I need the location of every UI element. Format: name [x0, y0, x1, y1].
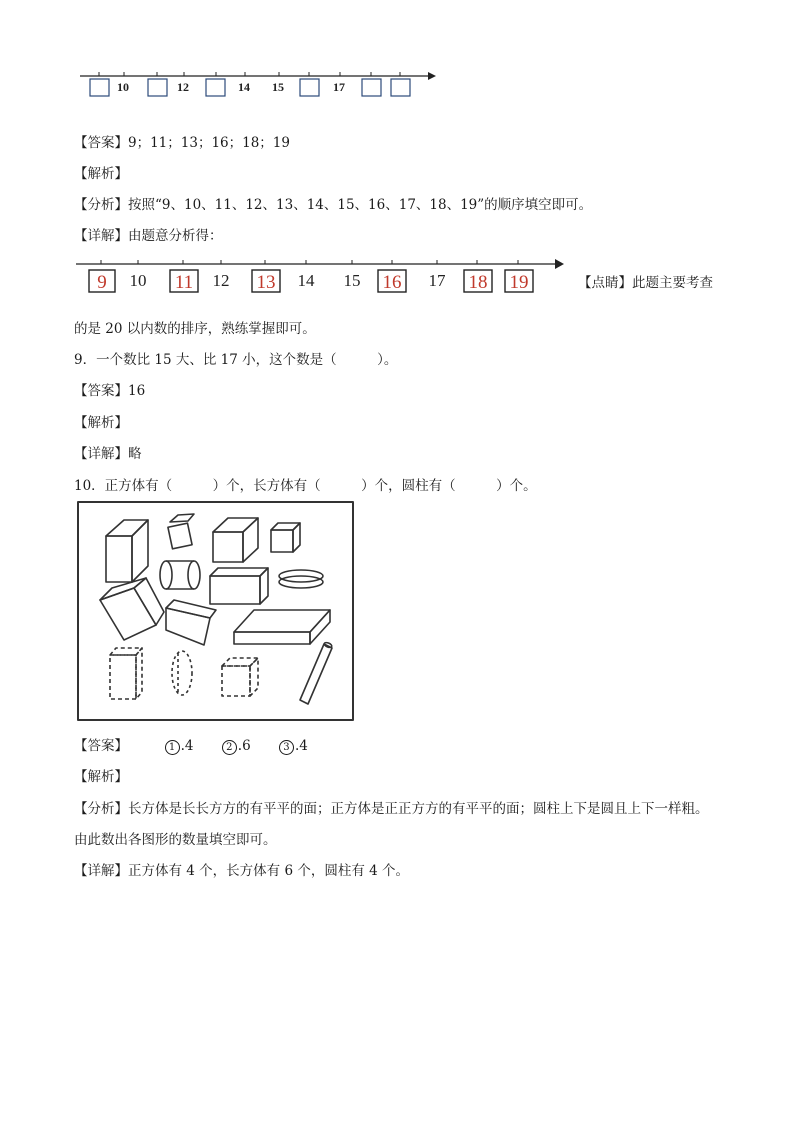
cuboid-dashed	[110, 648, 142, 699]
tick-label: 15	[272, 80, 284, 94]
answer-number: 13	[256, 272, 276, 293]
q9-answer: 【答案】16	[74, 383, 146, 399]
cylinder-dashed	[172, 651, 192, 695]
q8-fenxi: 【分析】按照“9、10、11、12、13、14、15、16、17、18、19”的顺序填空即可。	[74, 197, 593, 213]
cuboid-slanted	[166, 600, 216, 645]
cuboid-lying	[213, 518, 258, 562]
answer-item-3: 3 .4	[279, 738, 308, 755]
tick-label: 17	[428, 271, 446, 290]
answer-number: 18	[468, 272, 488, 293]
cuboid-tall	[106, 520, 148, 582]
q10-jiexi: 【解析】	[74, 769, 128, 785]
blank-box	[148, 79, 167, 96]
tick-label: 17	[333, 80, 345, 94]
cube-dashed	[222, 658, 258, 696]
q10-question: 10．正方体有（ ）个，长方体有（ ）个，圆柱有（ ）个。	[74, 478, 537, 494]
q8-dianjing: 【点睛】此题主要考查	[578, 275, 713, 291]
tick-label: 12	[212, 271, 230, 290]
tick-label: 15	[343, 271, 361, 290]
answer-item-2: 2 .6	[222, 738, 251, 755]
tick-label: 14	[238, 80, 250, 94]
q8-jiexi: 【解析】	[74, 166, 128, 182]
blank-box	[300, 79, 319, 96]
blank-box	[206, 79, 225, 96]
blank-box	[90, 79, 109, 96]
cube-right	[271, 523, 300, 552]
cylinder-lying	[160, 561, 200, 589]
q9-question: 9．一个数比 15 大、比 17 小，这个数是（ ）。	[74, 352, 398, 368]
cylinder-flat	[279, 570, 323, 588]
number-line-top	[0, 0, 794, 110]
tick-label: 10	[129, 271, 147, 290]
tick-label: 10	[117, 80, 129, 94]
answer-item-1: 1 .4	[165, 738, 194, 755]
tick-label: 14	[297, 271, 315, 290]
cylinder-stick	[300, 642, 332, 704]
q9-xiangjie: 【详解】略	[74, 446, 142, 462]
q8-xiangjie: 【详解】由题意分析得：	[74, 228, 223, 244]
answer-number: 16	[382, 272, 402, 293]
answer-number: 11	[174, 272, 194, 293]
q10-xiangjie: 【详解】正方体有 4 个，长方体有 6 个，圆柱有 4 个。	[74, 863, 410, 879]
answer-number: 9	[97, 272, 107, 293]
q10-fenxi-cont: 由此数出各图形的数量填空即可。	[74, 832, 277, 848]
cube-large-tilted	[100, 578, 164, 640]
q8-answer: 【答案】9；11；13；16；18；19	[74, 135, 290, 151]
tick-label: 12	[177, 80, 189, 94]
q10-fenxi: 【分析】长方体是长长方方的有平平的面；正方体是正正方方的有平平的面；圆柱上下是圆且上下一样粗。	[74, 801, 709, 817]
q10-answer: 【答案】 1 .4 2 .6 3 .4	[74, 738, 308, 754]
blank-box	[391, 79, 410, 96]
q9-jiexi: 【解析】	[74, 415, 128, 431]
answer-number: 19	[509, 272, 529, 293]
cuboid-flat	[234, 610, 330, 644]
cube-small	[168, 514, 194, 549]
blank-box	[362, 79, 381, 96]
cuboid-middle	[210, 568, 268, 604]
q8-dianjing-cont: 的是 20 以内数的排序，熟练掌握即可。	[74, 321, 316, 337]
solids-figure	[76, 500, 356, 724]
